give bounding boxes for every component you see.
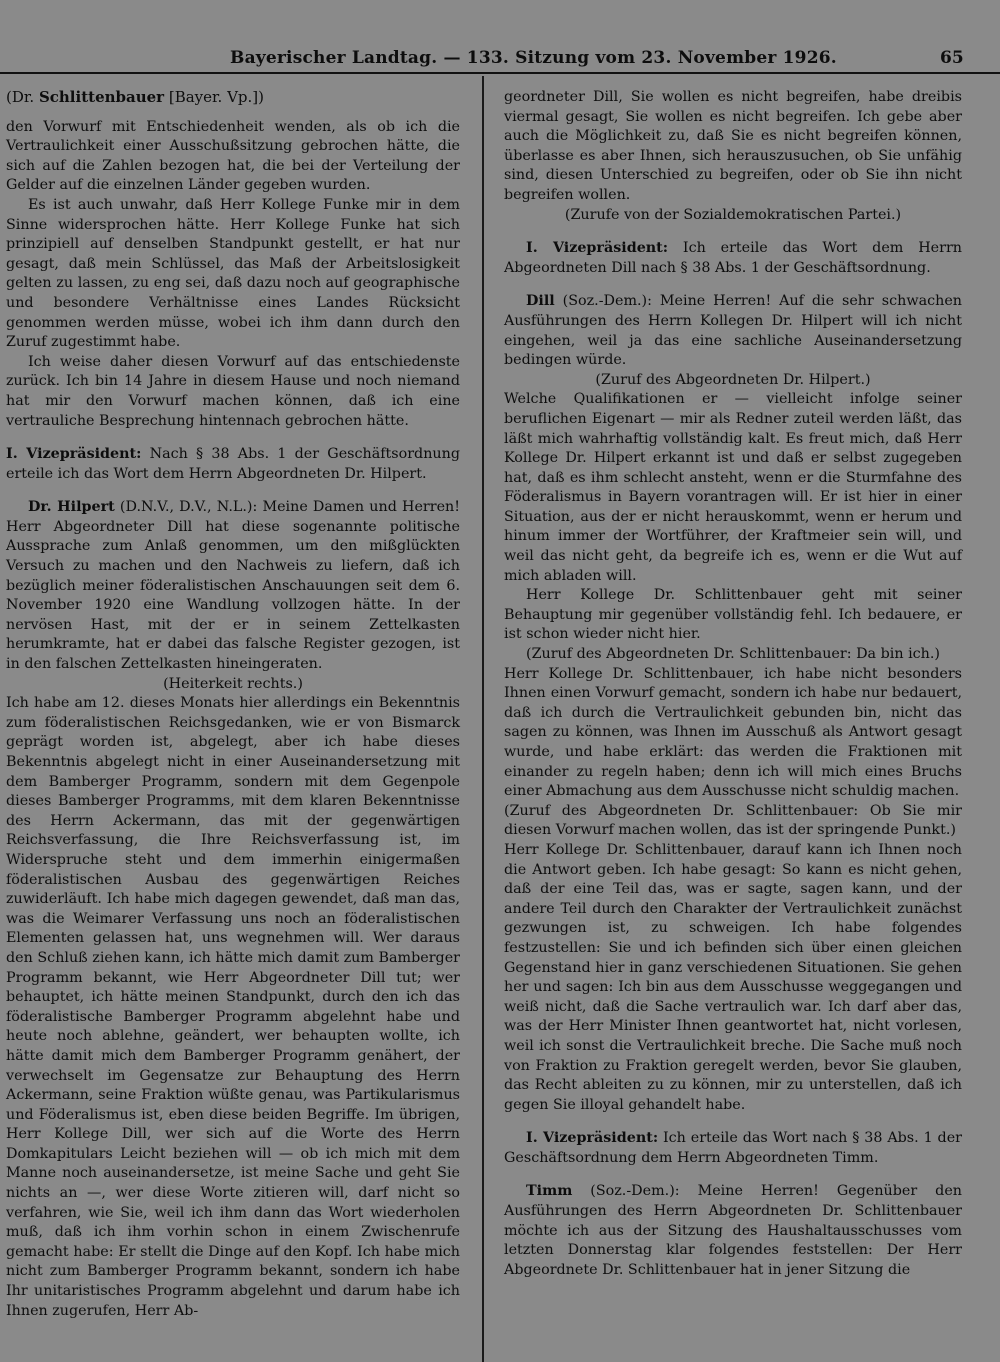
interjection: (Zuruf des Abgeordneten Dr. Hilpert.) <box>595 371 871 388</box>
page-number: 65 <box>940 48 964 68</box>
interjection: (Zuruf des Abgeordneten Dr. Schlittenbauer: Da bin ich.) <box>526 646 940 663</box>
interjection: (Zurufe von der Sozialdemokratischen Partei.) <box>564 206 902 223</box>
speaker-name: I. Vizepräsident: <box>526 1130 659 1147</box>
header-title: Bayerischer Landtag. — 133. Sitzung vom 23. November 1926. <box>230 48 837 68</box>
speech-text: Meine Herren! Auf die sehr schwachen Ausführungen des Herrn Kollegen Dr. Hilpert will ich nicht eingehen, weil ja das eine sachliche Auseinandersetzung bedingen würde. <box>504 293 962 369</box>
speech-vizepraesident <box>6 445 460 484</box>
paragraph: Herr Kollege Dr. Schlittenbauer, darauf kann ich Ihnen noch die Antwort geben. Ich habe gesagt: So kann es nicht gehen, daß der eine Teil das, was er sagte, sagen kann, und der andere Teil durch den Charakter der Vertraulichkeit zunächst gezwungen ist, zu schweigen. Ich habe folgendes festzustellen: Sie und ich befinden sich über einen gleichen Gegenstand hier in ganz verschiedenen Situationen. Sie gehen her und sagen: Ich bin aus dem Ausschusse weggegangen und weiß nicht, daß die Sache vertraulich war. Ich darf aber das, was der Herr Minister Ihnen geantwortet hat, nicht vorlesen, weil ich sonst die Vertraulichkeit breche. Die Sache muß noch von Fraktion zu Fraktion geregelt werden, bevor Sie glauben, das Recht ableiten zu zu können, mir zu unterstellen, daß ich gegen Sie illoyal gehandelt habe. <box>504 841 962 1113</box>
paragraph: Ich weise daher diesen Vorwurf auf das entschiedenste zurück. Ich bin 14 Jahre in diesem Hause und noch niemand hat mir den Vorwurf machen können, daß ich eine vertrauliche Besprechung hintennach gebrochen hätte. <box>6 353 460 429</box>
speech-vizepraesident <box>504 1129 962 1168</box>
speech-vizepraesident <box>504 239 962 278</box>
paragraph: den Vorwurf mit Entschiedenheit wenden, als ob ich die Vertraulichkeit einer Ausschußsitzung gebrochen hätte, die sich auf die Zahlen bezogen hat, die bei der Verteilung der Gelder auf die einzelnen Länder gegeben wurden. <box>6 118 460 194</box>
speaker-name: Timm <box>526 1183 573 1200</box>
running-head-name: Schlittenbauer <box>38 88 165 106</box>
header-rule <box>0 72 1000 74</box>
interjection: (Zuruf des Abgeordneten Dr. Schlittenbauer: Ob Sie mir diesen Vorwurf machen wollen, das ist der springende Punkt.) <box>504 802 962 839</box>
right-column <box>504 88 962 1280</box>
paragraph: Es ist auch unwahr, daß Herr Kollege Funke mir in dem Sinne widersprochen hätte. Herr Kollege Funke hat sich prinzipiell auf denselben Standpunkt gestellt, er hat nur gesagt, daß mein Schlüssel, das Maß der Arbeitslosigkeit gelten zu lassen, zu eng sei, daß dazu noch auf geographische und besondere Verhältnisse eines Landes Rücksicht genommen werden müsse, wobei ich ihm dann durch den Zuruf zugestimmt habe. <box>6 196 460 351</box>
paragraph: geordneter Dill, Sie wollen es nicht begreifen, habe dreibis viermal gesagt, Sie wollen es nicht begreifen. Ich gebe aber auch die Möglichkeit zu, daß Sie es nicht begreifen können, überlasse es aber Ihnen, sich herauszusuchen, ob Sie unfähig sind, diesen Unterschied zu begreifen, oder ob Sie ihn nicht begreifen wollen. <box>504 89 962 203</box>
speech-dill <box>504 292 962 370</box>
speech-text: Ich erteile das Wort dem Herrn Abgeordneten Dill nach § 38 Abs. 1 der Geschäftsordnung. <box>504 240 962 276</box>
speech-text: Meine Damen und Herren! Herr Abgeordneter Dill hat diese sogenannte politische Aussprache zum Anlaß genommen, um den mißglückten Versuch zu machen und den Nachweis zu liefern, daß ich bezüglich meiner föderalistischen Anschauungen seit dem 6. November 1920 eine Wandlung vollzogen hätte. In der nervösen Hast, mit der er in seinem Zettelkasten herumkramte, hat er dabei das falsche Register gezogen, ist in den falschen Zettelkasten hineingeraten. <box>6 499 460 673</box>
speaker-party: (Soz.-Dem.): <box>572 1183 680 1200</box>
speaker-party: (Soz.-Dem.): <box>554 293 652 310</box>
left-column <box>6 88 460 1321</box>
column-divider <box>482 76 484 1362</box>
speech-text: Ich erteile das Wort nach § 38 Abs. 1 der Geschäftsordnung dem Herrn Abgeordneten Timm. <box>504 1130 962 1166</box>
speech-text: Meine Herren! Gegenüber den Ausführungen des Herrn Abgeordneten Dr. Schlittenbauer möchte ich aus der Sitzung des Haushaltausschusses vom letzten Donnerstag klar folgendes feststellen: Der Herr Abgeordnete Dr. Schlittenbauer hat in jener Sitzung die <box>504 1183 962 1278</box>
speech-timm <box>504 1182 962 1280</box>
speaker-name: I. Vizepräsident: <box>6 446 142 463</box>
speaker-name: I. Vizepräsident: <box>526 240 669 257</box>
speaker-name: Dr. Hilpert <box>28 499 115 516</box>
speaker-party: (D.N.V., D.V., N.L.): <box>114 499 258 516</box>
speech-text: Nach § 38 Abs. 1 der Geschäftsordnung erteile ich das Wort dem Herrn Abgeordneten Dr. Hilpert. <box>6 446 460 482</box>
paragraph: Welche Qualifikationen er — vielleicht infolge seiner beruflichen Eigenart — mir als Redner zuteil werden läßt, das läßt mich wahrhaftig vollständig kalt. Es freut mich, daß Herr Kollege Dr. Hilpert erkannt ist und daß er selbst zugegeben hat, daß es ihm schlecht ansteht, wenn er die Sturmfahne des Föderalismus in Bayern vorantragen will. Er ist hier in einer Situation, aus der er nicht herauskommt, wenn er herum und hinum immer der Wortführer, der Kraftmeier sein will, und weil das nicht geht, da begreife ich es, wenn er die Wut auf mich abladen will. <box>504 391 962 584</box>
page-header <box>0 42 1000 70</box>
paragraph: Herr Kollege Dr. Schlittenbauer, ich habe nicht besonders Ihnen einen Vorwurf gemacht, sondern ich habe nur bedauert, daß ich durch die Vertraulichkeit gebunden bin, nicht das sagen zu können, was Ihnen im Ausschuß als Antwort gesagt wurde, und habe erklärt: das werden die Fraktionen mit einander zu regeln haben; denn ich will mich eines Bruchs einer Abmachung aus dem Ausschusse nicht schuldig machen. <box>504 665 962 800</box>
speech-hilpert <box>6 498 460 674</box>
paragraph: Herr Kollege Dr. Schlittenbauer geht mit seiner Behauptung mir gegenüber vollständig fehl. Ich bedauere, er ist schon wieder nicht hier. <box>504 587 962 643</box>
running-head-rest: [Bayer. Vp.]) <box>164 88 264 106</box>
interjection: (Heiterkeit rechts.) <box>163 675 303 692</box>
running-head-open: (Dr. <box>6 88 39 106</box>
running-head <box>6 88 460 108</box>
paragraph: Ich habe am 12. dieses Monats hier allerdings ein Bekenntnis zum föderalistischen Reichsgedanken, wie er von Bismarck geprägt worden ist, abgelegt, aber ich habe dieses Bekenntnis abgelegt nicht in einer Auseinandersetzung mit dem Bamberger Programm, sondern mit dem Gegenpole dieses Bamberger Programms, mit dem klaren Bekenntnisse des Herrn Ackermann, das mit der gegenwärtigen Reichsverfassung, die Ihre Reichsverfassung ist, im Widerspruche steht und dem immerhin einigermaßen föderalistischen Ausbau des gegenwärtigen Reiches zuwiderläuft. Ich habe mich dagegen gewendet, daß man das, was die Weimarer Verfassung uns noch an föderalistischen Elementen gelassen hat, uns wegnehmen will. Wer daraus den Schluß ziehen kann, ich hätte mich damit zum Bamberger Programm bekannt, wie Herr Abgeordneter Dill tut; wer behauptet, ich hätte meinen Standpunkt, durch den ich das föderalistische Bamberger Programm abgelehnt habe und heute noch ablehne, geändert, wer behaupten wollte, ich hätte damit mich dem Bamberger Programm genähert, der verwechselt im Gegensatze zur Behauptung des Herrn Ackermann, seine Fraktion wüßte genau, was Partikularismus und Föderalismus ist, eben diese beiden Begriffe. Im übrigen, Herr Kollege Dill, wer sich auf die Worte des Herrn Domkapitulars Leicht beziehen will — ob ich mich mit dem Manne noch auseinandersetze, ist meine Sache und geht Sie nichts an —, wer diese Worte zitieren will, darf nicht so verfahren, wie Sie, weil ich ihm dann das Wort wiederholen muß, daß ich ihm vorhin schon in einem Zwischenrufe gemacht habe: Er stellt die Dinge auf den Kopf. Ich habe mich nicht zum Bamberger Programm bekannt, sondern ich habe Ihr unitaristisches Programm abgelehnt und darum habe ich Ihnen zugerufen, Herr Ab- <box>6 695 460 1319</box>
speaker-name: Dill <box>526 293 555 310</box>
